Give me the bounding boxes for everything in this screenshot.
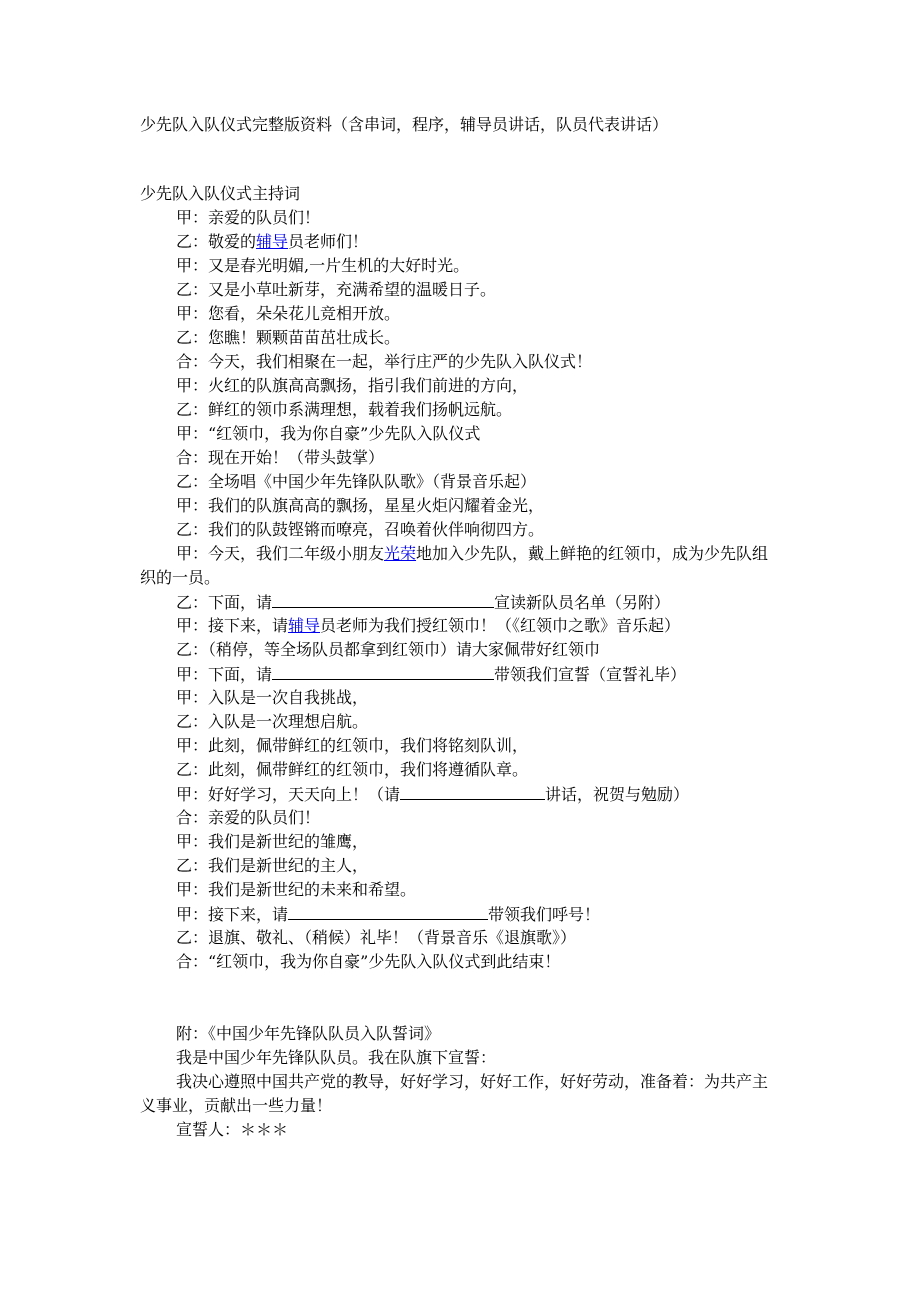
blank-line <box>272 590 494 608</box>
script-line <box>140 782 780 806</box>
host-script <box>140 206 780 974</box>
script-line: 甲：亲爱的队员们！ <box>176 208 321 227</box>
line-text: 乙：下面，请 <box>176 593 273 612</box>
line-text: 甲：今天，我们二年级小朋友 <box>176 544 385 563</box>
script-line: 乙：又是小草吐新芽，充满希望的温暖日子。 <box>176 280 497 299</box>
script-line: 乙：全场唱《中国少年先锋队队歌》（背景音乐起） <box>176 472 537 491</box>
link-guangrong[interactable]: 光荣 <box>384 544 417 563</box>
script-line: 乙：我们的队鼓铿锵而嘹亮，召唤着伙伴响彻四方。 <box>176 520 545 539</box>
script-line: 乙：我们是新世纪的主人， <box>176 856 369 875</box>
script-line: 甲：“红领巾，我为你自豪”少先队入队仪式 <box>176 424 481 443</box>
line-text: 甲：好好学习，天天向上！（请 <box>176 785 401 804</box>
script-line: 乙：入队是一次理想启航。 <box>176 712 369 731</box>
line-text: 员老师们！ <box>288 232 369 251</box>
script-line <box>140 662 780 686</box>
script-line <box>140 902 780 926</box>
blank-line <box>400 782 545 800</box>
line-text: 甲：接下来，请 <box>176 905 289 924</box>
script-line <box>140 590 780 614</box>
link-fudao[interactable]: 辅导 <box>256 232 289 251</box>
script-line: 合：现在开始！（带头鼓掌） <box>176 448 385 467</box>
script-line: 甲：此刻，佩带鲜红的红领巾，我们将铭刻队训， <box>176 736 529 755</box>
appendix-heading: 附：《中国少年先锋队队员入队誓词》 <box>176 1024 441 1043</box>
line-text: 员老师为我们授红领巾！（《红领巾之歌》音乐起） <box>320 616 681 635</box>
line-text: 甲：接下来，请 <box>176 616 289 635</box>
blank-line <box>272 662 494 680</box>
script-line: 甲：我们的队旗高高的飘扬，星星火炬闪耀着金光， <box>176 496 545 515</box>
script-line: 甲：火红的队旗高高飘扬，指引我们前进的方向， <box>176 376 529 395</box>
script-line <box>140 230 780 254</box>
section-title: 少先队入队仪式主持词 <box>140 184 301 203</box>
appendix-oath <box>140 1022 780 1142</box>
line-text: 宣读新队员名单（另附） <box>494 593 671 612</box>
oath-signature: 宣誓人：＊＊＊ <box>176 1120 289 1139</box>
script-line: 合：亲爱的队员们！ <box>176 808 321 827</box>
script-line <box>140 614 780 638</box>
script-line: 合：今天，我们相聚在一起，举行庄严的少先队入队仪式！ <box>176 352 593 371</box>
line-text: 乙：敬爱的 <box>176 232 257 251</box>
script-line: 甲：又是春光明媚,一片生机的大好时光。 <box>176 256 470 275</box>
script-line: 甲：我们是新世纪的未来和希望。 <box>176 880 417 899</box>
line-text: 地加入少先队，戴上鲜艳的红领巾，成为少先队组织的一员。 <box>140 544 769 587</box>
appendix-paragraph: 我决心遵照中国共产党的教导，好好学习，好好工作，好好劳动，准备着：为共产主义事业，贡献出一些力量！ <box>140 1072 769 1115</box>
line-text: 带领我们呼号！ <box>488 905 601 924</box>
line-text: 讲话，祝贺与勉励） <box>545 785 690 804</box>
script-line: 乙：（稍停，等全场队员都拿到红领巾）请大家佩带好红领巾 <box>176 640 601 659</box>
line-text: 带领我们宣誓（宣誓礼毕） <box>494 665 687 684</box>
script-line: 乙：退旗、敬礼、（稍候）礼毕！（背景音乐《退旗歌》） <box>176 928 577 947</box>
script-line: 甲：您看，朵朵花儿竞相开放。 <box>176 304 401 323</box>
blank-line <box>288 902 488 920</box>
script-line: 甲：入队是一次自我挑战， <box>176 688 369 707</box>
link-fudao[interactable]: 辅导 <box>288 616 321 635</box>
script-line: 乙：鲜红的领巾系满理想，载着我们扬帆远航。 <box>176 400 513 419</box>
appendix-paragraph: 我是中国少年先锋队队员。我在队旗下宣誓： <box>176 1048 497 1067</box>
script-line: 合：“红领巾，我为你自豪”少先队入队仪式到此结束！ <box>176 952 561 971</box>
script-line: 甲：我们是新世纪的雏鹰， <box>176 832 369 851</box>
script-line: 乙：您瞧！颗颗苗苗茁壮成长。 <box>176 328 401 347</box>
script-line: 乙：此刻，佩带鲜红的红领巾，我们将遵循队章。 <box>176 760 529 779</box>
line-text: 甲：下面，请 <box>176 665 273 684</box>
script-line <box>140 542 780 590</box>
document-title: 少先队入队仪式完整版资料（含串词，程序，辅导员讲话，队员代表讲话） <box>140 115 669 134</box>
